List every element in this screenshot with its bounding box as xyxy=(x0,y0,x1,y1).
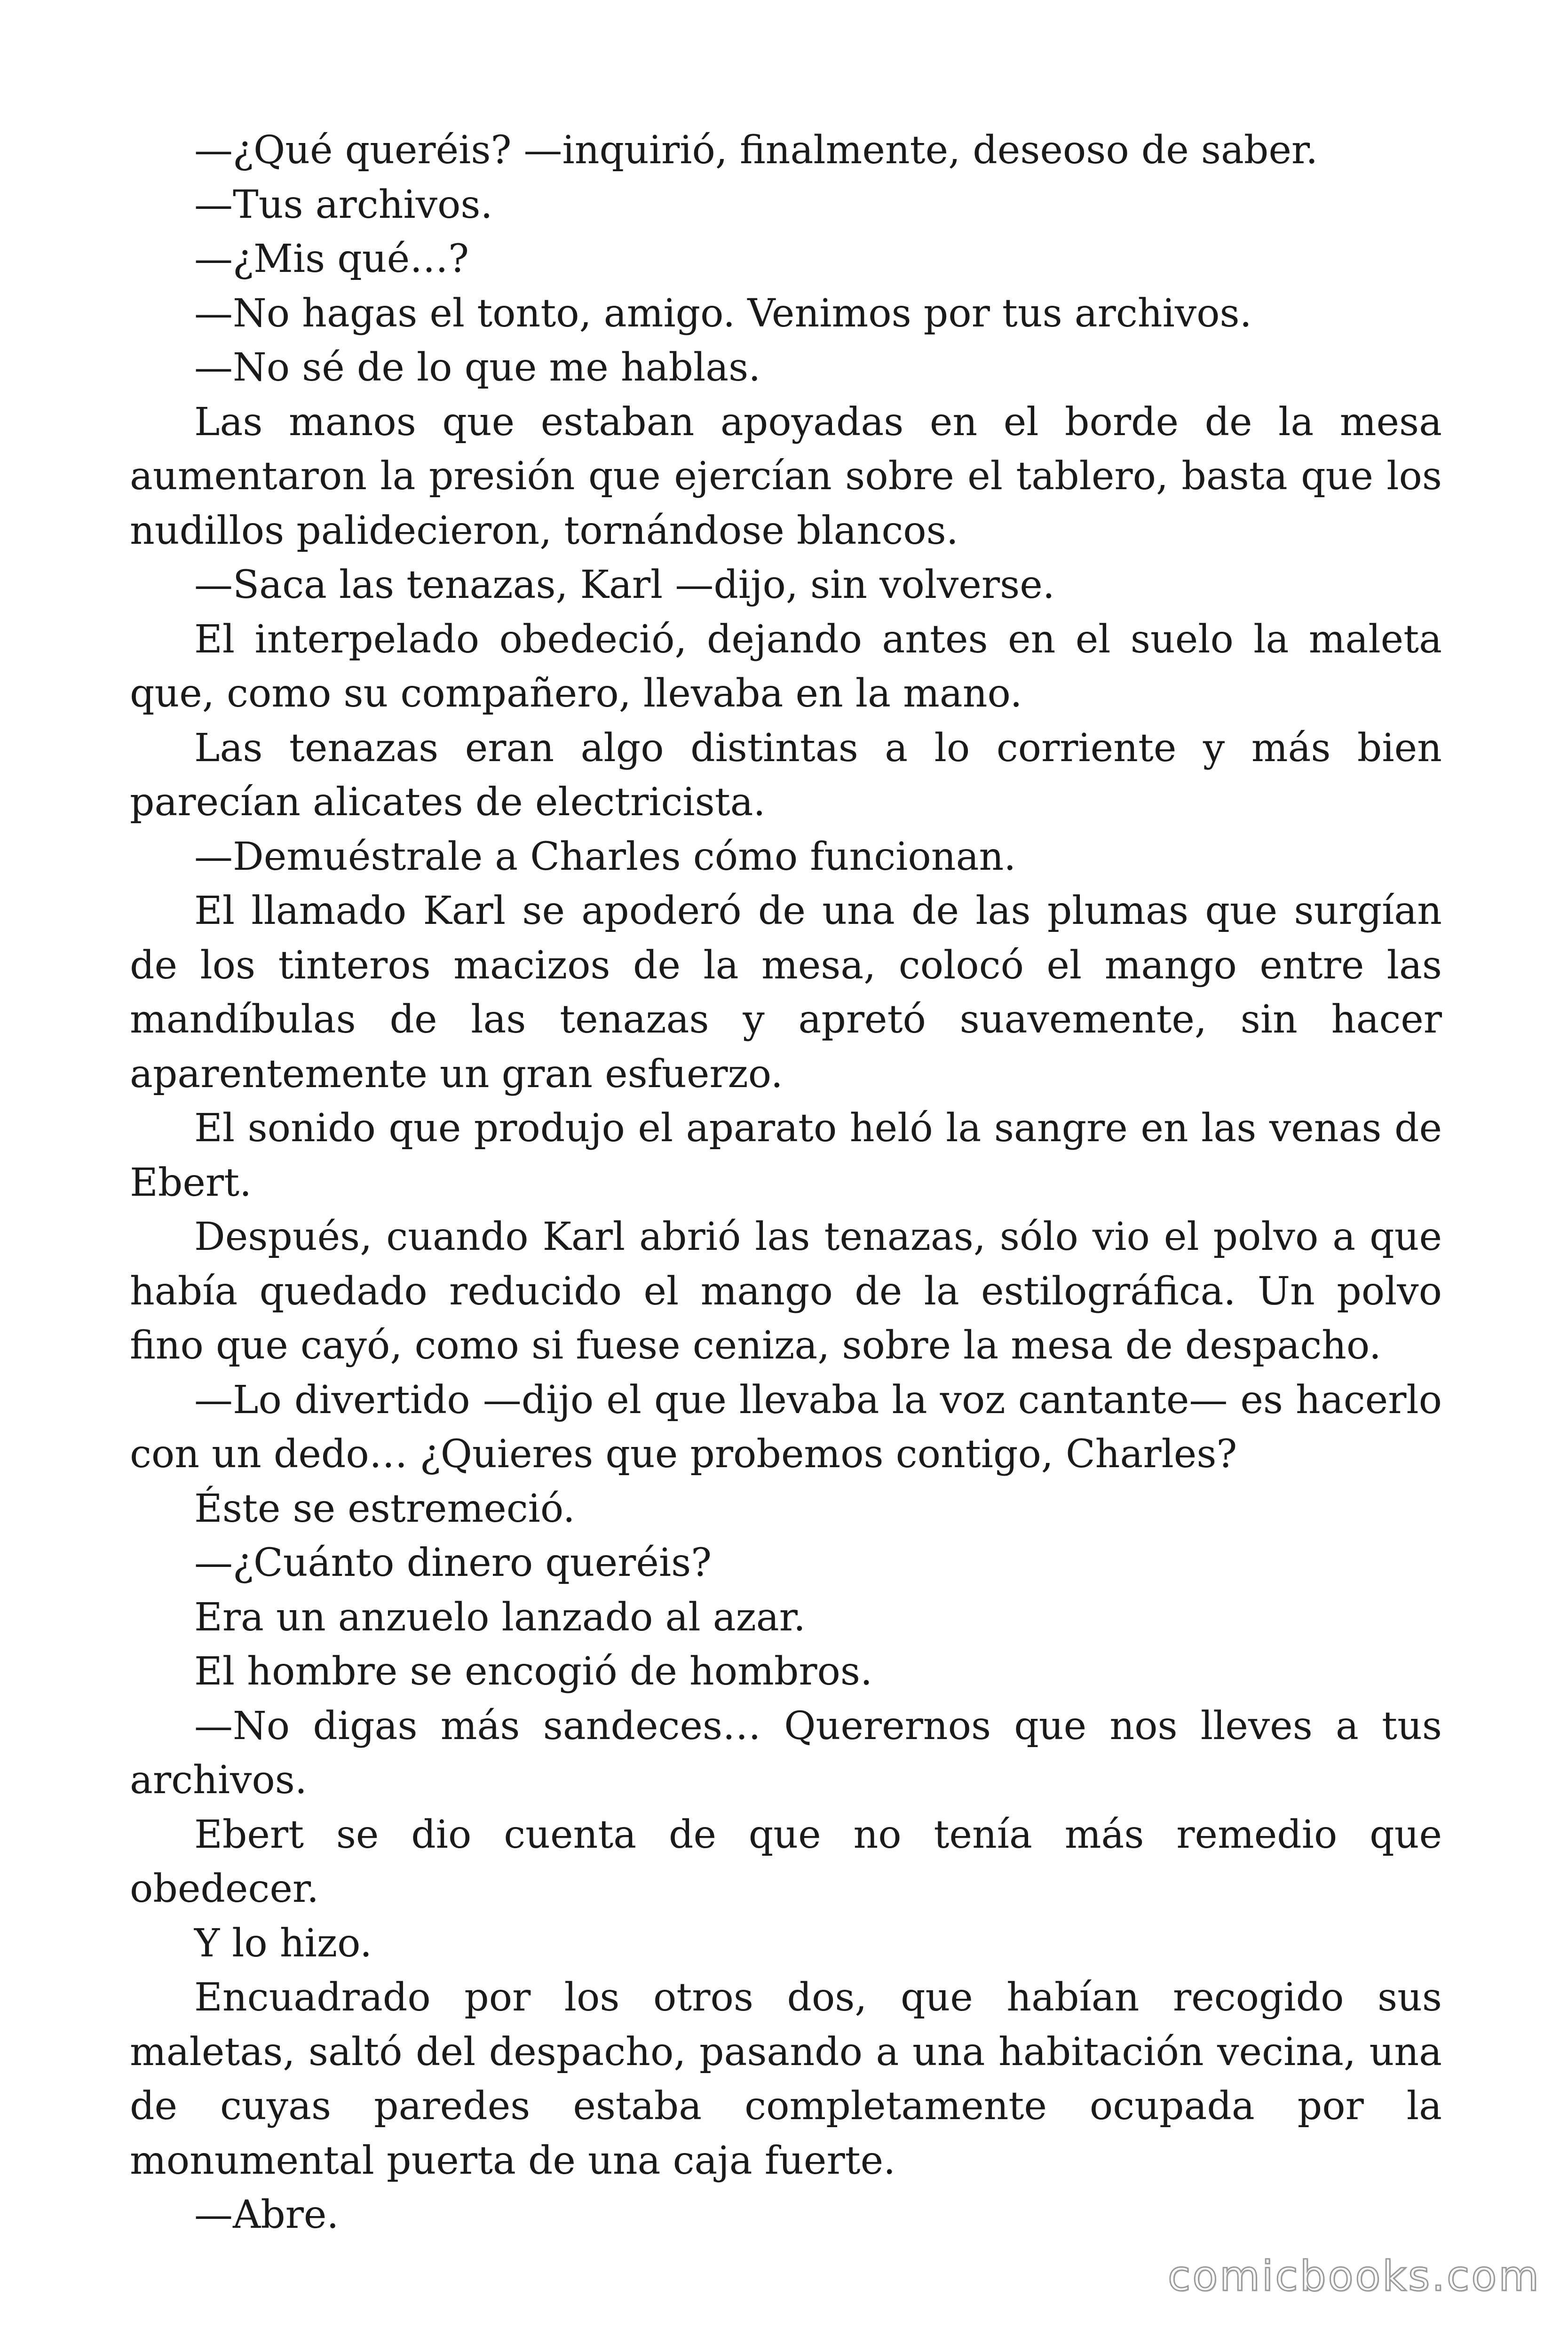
paragraph-20: Ebert se dio cuenta de que no tenía más remedio que obedecer. xyxy=(130,1812,1442,1911)
paragraph-14: —Lo divertido —dijo el que llevaba la voz cantante— es hacerlo con un dedo… ¿Quieres que probemos contigo, Charles? xyxy=(130,1377,1442,1477)
paragraph-3: —¿Mis qué…? xyxy=(194,237,469,281)
paragraph-10: —Demuéstrale a Charles cómo funcionan. xyxy=(194,834,1016,879)
body-text xyxy=(130,123,1442,2242)
paragraph-2: —Tus archivos. xyxy=(194,182,493,227)
paragraph-16: —¿Cuánto dinero queréis? xyxy=(194,1541,712,1585)
paragraph-11: El llamado Karl se apoderó de una de las plumas que surgían de los tinteros macizos de la mesa, colocó el mango entre las mandíbulas de las tenazas y apretó suavemente, sin hacer aparentemente un gran esfuerzo. xyxy=(130,889,1442,1097)
paragraph-23: —Abre. xyxy=(194,2193,339,2237)
paragraph-4: —No hagas el tonto, amigo. Venimos por tus archivos. xyxy=(194,291,1252,336)
site-watermark: comicbooks.com xyxy=(1167,2252,1541,2300)
paragraph-9: Las tenazas eran algo distintas a lo corriente y más bien parecían alicates de electricista. xyxy=(130,725,1442,825)
paragraph-17: Era un anzuelo lanzado al azar. xyxy=(194,1595,806,1640)
paragraph-22: Encuadrado por los otros dos, que habían recogido sus maletas, saltó del despacho, pasando a una habitación vecina, una de cuyas paredes estaba completamente ocupada por la monumental puerta de una caja fuerte. xyxy=(130,1975,1442,2183)
paragraph-7: —Saca las tenazas, Karl —dijo, sin volverse. xyxy=(194,563,1055,607)
paragraph-8: El interpelado obedeció, dejando antes en el suelo la maleta que, como su compañero, llevaba en la mano. xyxy=(130,617,1442,716)
paragraph-18: El hombre se encogió de hombros. xyxy=(194,1649,873,1694)
paragraph-5: —No sé de lo que me hablas. xyxy=(194,345,761,390)
paragraph-1: —¿Qué queréis? —inquirió, finalmente, deseoso de saber. xyxy=(194,128,1318,173)
paragraph-12: El sonido que produjo el aparato heló la sangre en las venas de Ebert. xyxy=(130,1106,1442,1205)
paragraph-13: Después, cuando Karl abrió las tenazas, sólo vio el polvo a que había quedado reducido el mango de la estilográfica. Un polvo fino que cayó, como si fuese ceniza, sobre la mesa de despacho. xyxy=(130,1215,1442,1368)
paragraph-19: —No digas más sandeces… Querernos que nos lleves a tus archivos. xyxy=(130,1703,1442,1803)
paragraph-21: Y lo hizo. xyxy=(194,1921,372,1966)
paragraph-15: Éste se estremeció. xyxy=(194,1486,575,1531)
paragraph-6: Las manos que estaban apoyadas en el borde de la mesa aumentaron la presión que ejercían sobre el tablero, basta que los nudillos palidecieron, tornándose blancos. xyxy=(130,399,1442,553)
